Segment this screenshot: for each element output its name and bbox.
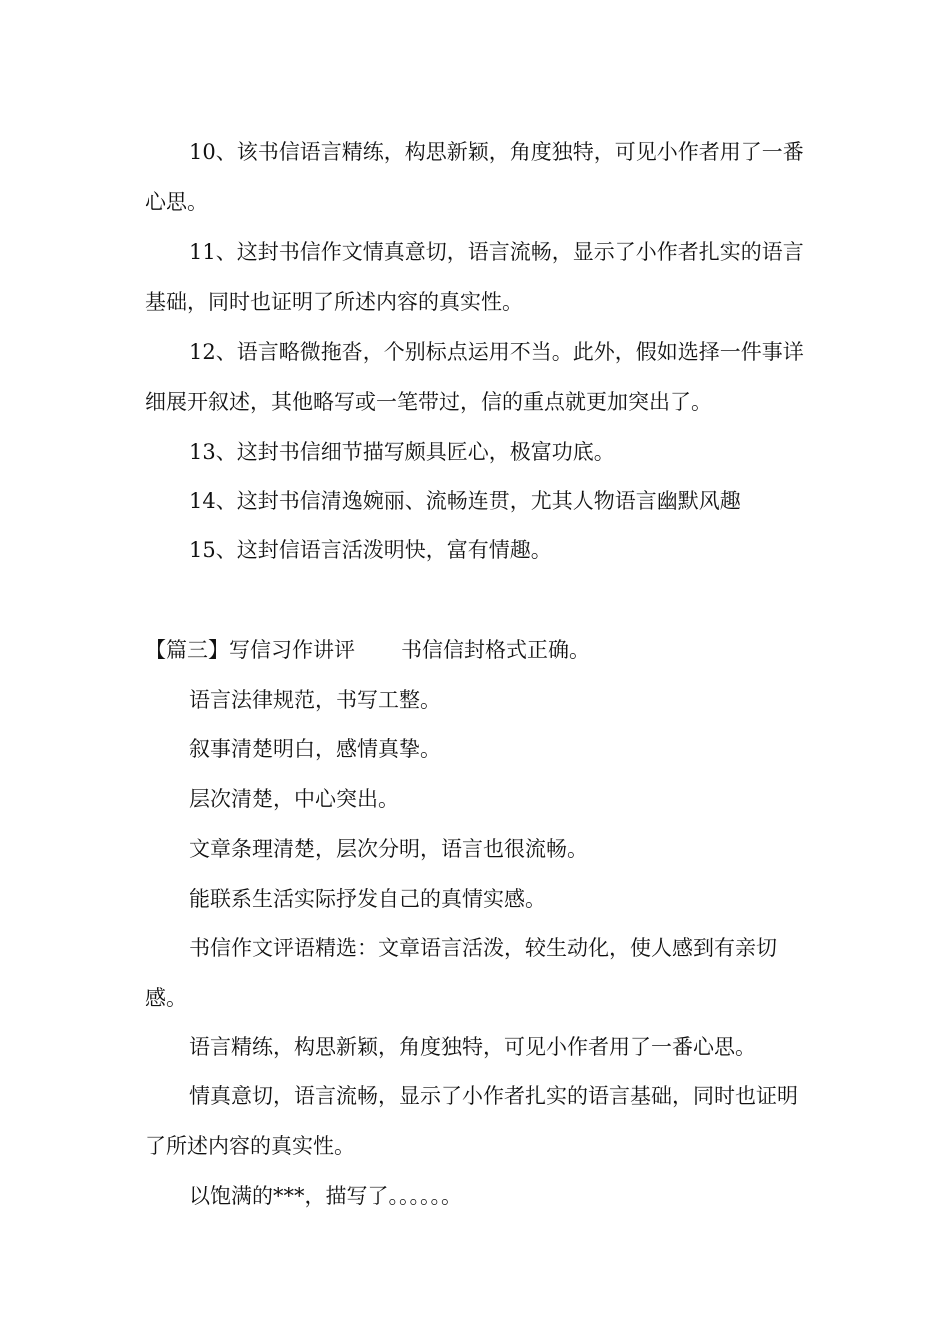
section-three-heading: 【篇三】写信习作讲评: [145, 638, 355, 662]
comment-15: 15、这封信语言活泼明快，富有情趣。: [189, 538, 552, 562]
comment-12: 12、语言略微拖沓，个别标点运用不当。此外，假如选择一件事详细展开叙述，其他略写或一笔带过，信的重点就更加突出了。: [145, 340, 804, 414]
comment-13: 13、这封书信细节描写颇具匠心，极富功底。: [189, 440, 615, 464]
section-three-line-5: 能联系生活实际抒发自己的真情实感。: [189, 887, 546, 911]
comment-10: 10、该书信语言精练，构思新颖，角度独特，可见小作者用了一番心思。: [145, 140, 804, 214]
comment-11: 11、这封书信作文情真意切，语言流畅，显示了小作者扎实的语言基础，同时也证明了所述内容的真实性。: [145, 240, 804, 314]
section-three-heading-line: [145, 625, 810, 675]
section-three-line-2: 叙事清楚明白，感情真挚。: [189, 737, 441, 761]
section-three-line-4: 文章条理清楚，层次分明，语言也很流畅。: [189, 837, 588, 861]
section-three-line-7: 语言精练，构思新颖，角度独特，可见小作者用了一番心思。: [189, 1035, 756, 1059]
section-three-line-1: 语言法律规范，书写工整。: [189, 688, 441, 712]
section-three-line-6: 书信作文评语精选：文章语言活泼，较生动化，使人感到有亲切感。: [145, 936, 777, 1010]
section-three-heading-tail: 书信信封格式正确。: [401, 638, 590, 662]
section-three-line-3: 层次清楚，中心突出。: [189, 787, 399, 811]
section-three-line-8: 情真意切，语言流畅，显示了小作者扎实的语言基础，同时也证明了所述内容的真实性。: [145, 1084, 798, 1158]
section-three-line-9: 以饱满的***，描写了。。。。。。: [189, 1184, 462, 1208]
comment-14: 14、这封书信清逸婉丽、流畅连贯，尤其人物语言幽默风趣: [189, 489, 741, 513]
